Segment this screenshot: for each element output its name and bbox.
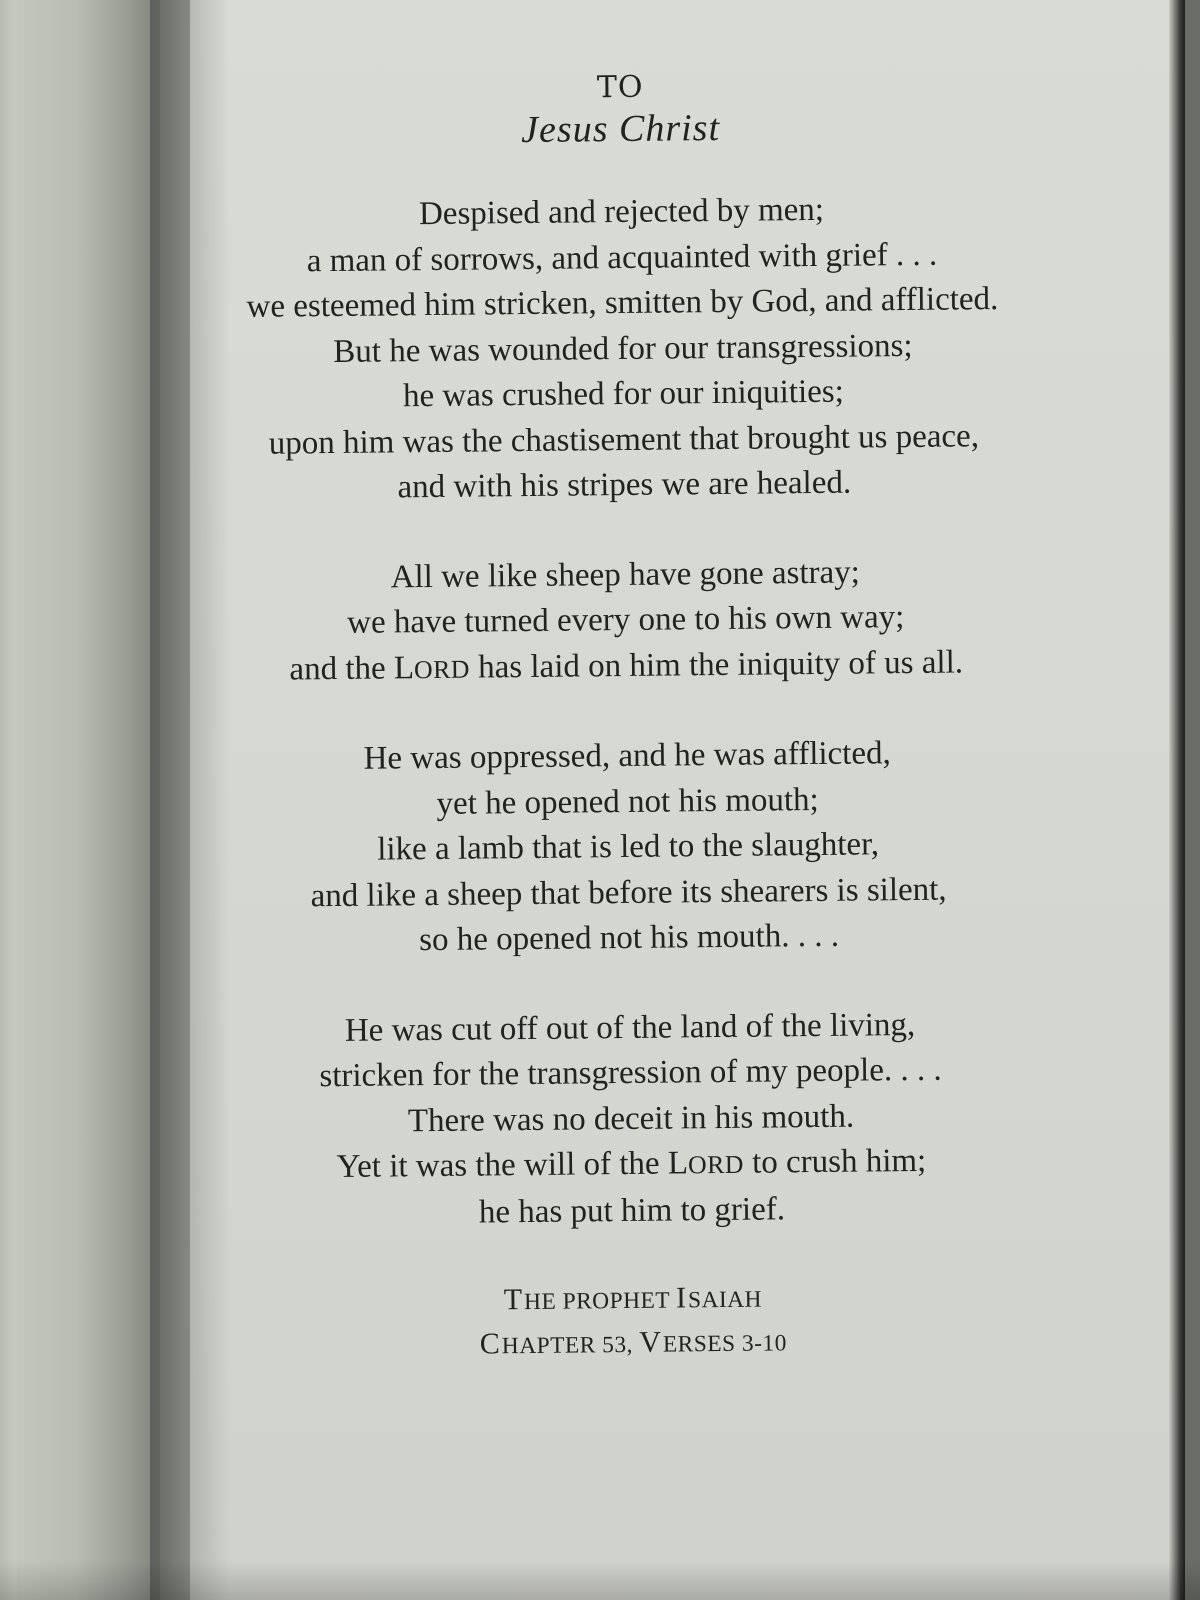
verse-line-lord (206, 639, 1046, 694)
page-edge (1169, 0, 1185, 1600)
verse-line: and like a sheep that before its shearers is silent, (310, 871, 947, 914)
small-caps-initial: I (675, 1281, 689, 1315)
verse-line: and with his stripes we are healed. (397, 464, 852, 506)
dedication-name: Jesus Christ (520, 106, 721, 152)
bottom-shadow (0, 1560, 1200, 1600)
left-page-surface (20, 0, 160, 1600)
verse-line: he was crushed for our iniquities; (402, 373, 844, 415)
attribution (213, 1274, 1054, 1371)
verse-text: and the (289, 649, 395, 687)
verse-line: Despised and rejected by men; (418, 191, 825, 233)
dedication-to: TO (596, 69, 644, 106)
small-caps-text: HAPTER 53, (501, 1331, 640, 1360)
verse-line: stricken for the transgression of my people. . . . (319, 1051, 942, 1095)
verse-line: we have turned every one to his own way; (346, 599, 905, 641)
stanza-1 (201, 186, 1044, 513)
verse-text: Yet it was the will of the (336, 1145, 669, 1186)
verse-text: to crush him; (743, 1142, 927, 1181)
lord-small-caps: ORD (687, 1149, 745, 1180)
small-caps-initial: C (479, 1327, 503, 1361)
verse-text: has laid on him the iniquity of us all. (469, 643, 964, 686)
lord-initial: L (667, 1145, 689, 1182)
small-caps-initial: V (639, 1325, 664, 1359)
verse-line: so he opened not his mouth. . . . (419, 917, 840, 959)
stanza-3 (207, 730, 1049, 966)
attribution-reference (213, 1318, 1053, 1371)
verse-line: There was no deceit in his mouth. (407, 1098, 855, 1139)
small-caps-text: SAIAH (687, 1286, 763, 1314)
verse-line: he has put him to grief. (478, 1190, 786, 1231)
verse-line: upon him was the chastisement that brought us peace, (268, 417, 980, 462)
lord-initial: L (393, 649, 415, 686)
verse-line: He was cut off out of the land of the living, (344, 1006, 916, 1049)
verse-line: yet he opened not his mouth; (436, 781, 819, 822)
verse-line: He was oppressed, and he was afflicted, (363, 735, 891, 777)
verse-line: we esteemed him stricken, smitten by God, and afflicted. (246, 281, 999, 325)
verse-line: But he was wounded for our transgressions; (333, 327, 913, 370)
verse-line: like a lamb that is led to the slaughter, (377, 826, 880, 868)
lord-small-caps: ORD (413, 654, 471, 684)
dedication-text (200, 66, 1054, 1371)
verse-line-lord (211, 1138, 1051, 1193)
verse-line: a man of sorrows, and acquainted with grief . . . (306, 236, 938, 279)
verse-line: All we like sheep have gone astray; (390, 554, 861, 595)
small-caps-text: HE PROPHET (523, 1287, 677, 1316)
small-caps-initial: T (503, 1283, 525, 1317)
stanza-2 (205, 548, 1046, 694)
stanza-4 (210, 1001, 1052, 1238)
small-caps-text: ERSES 3-10 (662, 1330, 787, 1358)
